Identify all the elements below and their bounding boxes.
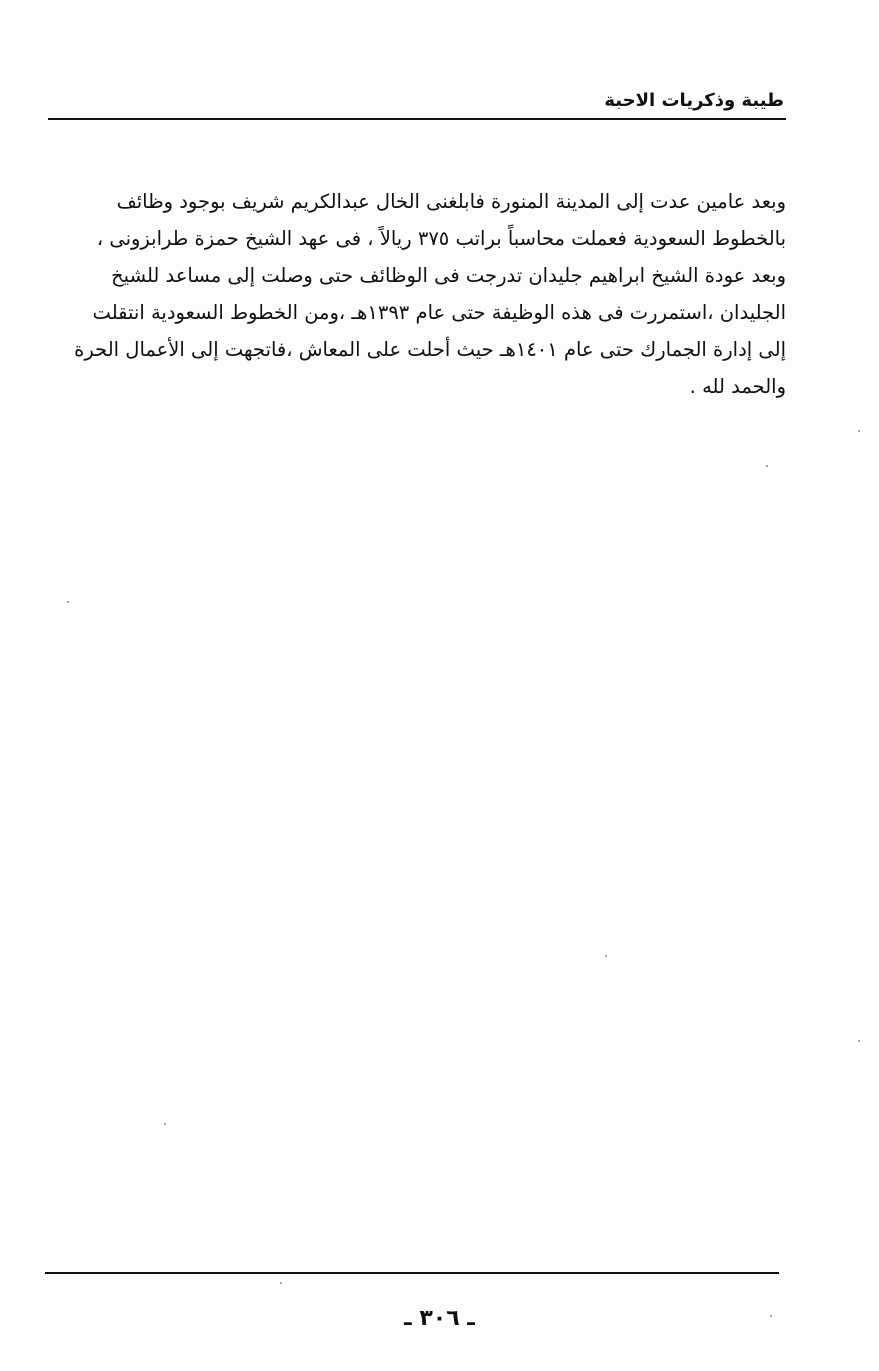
paragraph-line-2: بالخطوط السعودية فعملت محاسباً براتب ٣٧٥ ريالاً ، فى عهد الشيخ حمزة طرابزونى ، xyxy=(96,227,786,250)
scan-speck xyxy=(858,430,860,432)
scan-speck xyxy=(770,1315,772,1317)
scan-speck xyxy=(766,465,768,467)
body-paragraph xyxy=(38,183,786,405)
scan-speck xyxy=(858,1040,860,1042)
scan-speck xyxy=(605,955,607,957)
page-number: ـ ٣٠٦ ـ xyxy=(404,1306,475,1331)
scan-speck xyxy=(164,1123,166,1125)
paragraph-line-5: إلى إدارة الجمارك حتى عام ١٤٠١هـ حيث أحلت على المعاش ،فاتجهت إلى الأعمال الحرة xyxy=(74,338,786,361)
paragraph-line-1: وبعد عامين عدت إلى المدينة المنورة فابلغنى الخال عبدالكريم شريف بوجود وظائف xyxy=(116,190,786,213)
scan-speck xyxy=(67,601,69,603)
paragraph-line-4: الجليدان ،استمررت فى هذه الوظيفة حتى عام ١٣٩٣هـ ،ومن الخطوط السعودية انتقلت xyxy=(92,301,786,324)
paragraph-line-3: وبعد عودة الشيخ ابراهيم جليدان تدرجت فى الوظائف حتى وصلت إلى مساعد للشيخ xyxy=(111,264,786,287)
paragraph-line-6: والحمد لله . xyxy=(689,375,786,398)
scan-speck xyxy=(280,1282,282,1284)
header-divider xyxy=(48,118,786,120)
running-header-title: طيبة وذكريات الاحبة xyxy=(604,90,784,111)
footer-divider xyxy=(45,1272,779,1274)
